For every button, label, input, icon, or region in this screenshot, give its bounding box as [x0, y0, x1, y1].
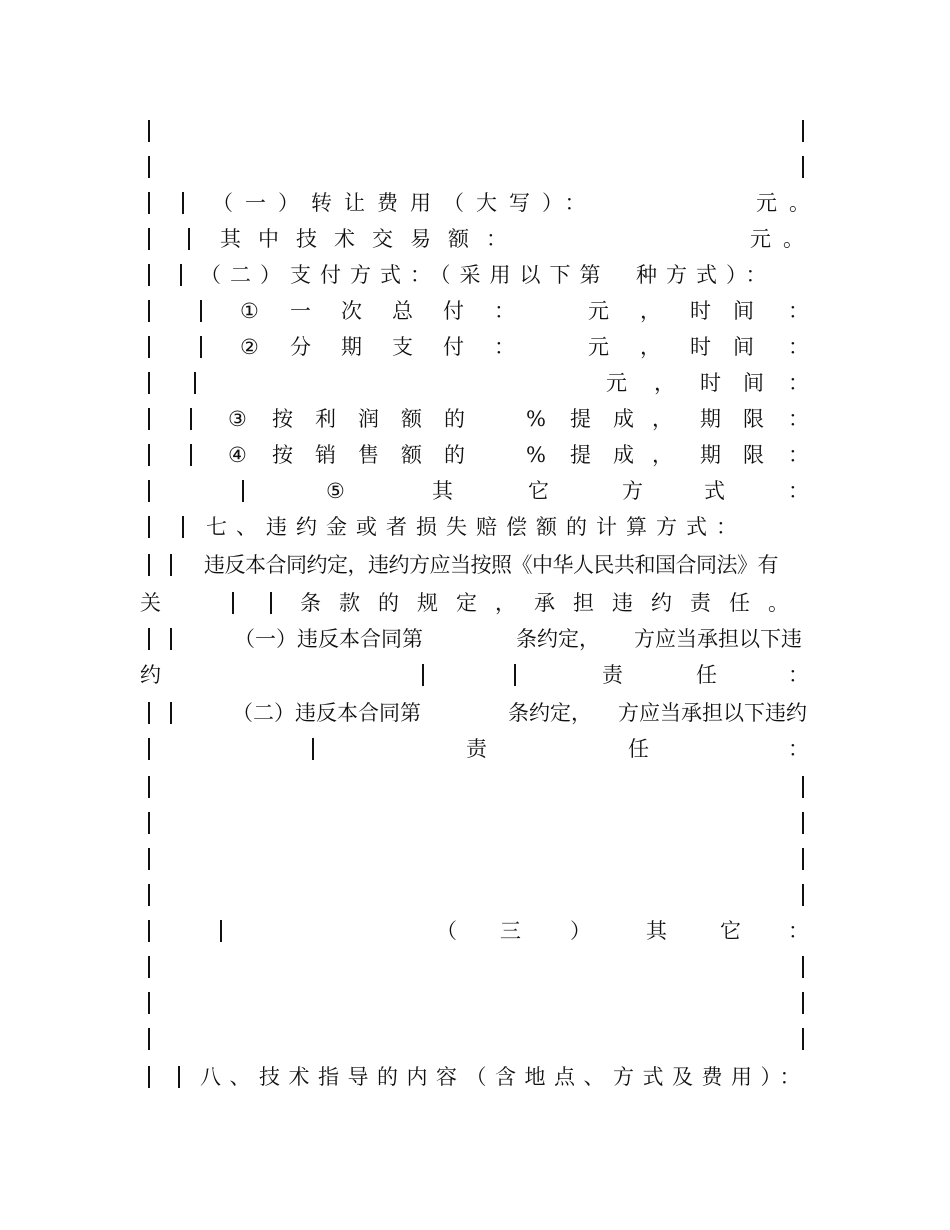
table-border-left [148, 702, 150, 724]
breach-clause-rest: 条款的规定，承担违约责任。 [300, 591, 807, 615]
table-border-right [802, 812, 804, 834]
table-border-left [148, 776, 150, 798]
table-border-left [148, 264, 150, 286]
installment2-colon: ： [788, 371, 809, 395]
table-border-left [148, 156, 150, 178]
profit-share-percent: % [526, 407, 546, 431]
table-border-left [148, 120, 150, 142]
table-border-left [148, 738, 150, 760]
circle-number-1: ① [240, 299, 259, 323]
breach-item-two-line-2 [140, 734, 812, 764]
table-border-left [232, 592, 234, 614]
breach-item-one-mid: 条约定， [516, 627, 600, 651]
liability-char: 任 [696, 663, 717, 687]
profit-share-period-label: 期限 [700, 407, 786, 431]
table-border-inner [514, 664, 516, 686]
item-three-char: 它 [720, 919, 741, 943]
table-border-left [148, 812, 150, 834]
table-border-inner [182, 192, 184, 214]
circle-number-5: ⑤ [326, 479, 345, 503]
other-method-char: 式 [704, 479, 725, 503]
sales-share-colon: ： [788, 443, 809, 467]
table-border-left [148, 992, 150, 1014]
other-method-char: 其 [432, 479, 453, 503]
breach-clause-head: 关 [140, 591, 161, 615]
breach-item-one [140, 624, 812, 654]
lump-sum-comma: ， [640, 299, 661, 323]
installment-comma: ， [640, 335, 661, 359]
table-border-left [148, 884, 150, 906]
table-border-inner [242, 480, 244, 502]
table-border-left [422, 664, 424, 686]
other-method-char: 它 [528, 479, 549, 503]
lump-sum-label: 一次总付： [290, 299, 545, 323]
circle-number-4: ④ [228, 443, 247, 467]
table-border-left [148, 628, 150, 650]
payment-option-sales-share [140, 440, 812, 470]
table-border-left [148, 300, 150, 322]
form-line-empty [140, 1024, 812, 1054]
breach-item-two [140, 698, 812, 728]
table-border-left [148, 444, 150, 466]
table-border-left [148, 192, 150, 214]
installment2-time-label: 时间 [700, 371, 786, 395]
section-eight-title: 八、技术指导的内容（含地点、方式及费用）： [200, 1065, 809, 1089]
table-border-inner [190, 408, 192, 430]
circle-number-3: ③ [228, 407, 247, 431]
table-border-inner [194, 372, 196, 394]
section-seven-heading [140, 512, 812, 542]
installment-unit: 元 [588, 335, 609, 359]
form-line-empty [140, 152, 812, 182]
table-border-inner [200, 300, 202, 322]
liability-colon: ： [788, 737, 809, 761]
breach-item-one-tail: 方应当承担以下违 [634, 627, 802, 651]
table-border-left [148, 920, 150, 942]
item-three-char: 其 [646, 919, 667, 943]
table-border-left [148, 848, 150, 870]
transfer-fee-unit: 元。 [756, 191, 822, 215]
table-border-inner [170, 628, 172, 650]
table-border-left [148, 516, 150, 538]
liability-char: 责 [602, 663, 623, 687]
liability-char: 责 [466, 737, 487, 761]
table-border-inner [200, 336, 202, 358]
table-border-left [148, 1028, 150, 1050]
sales-share-tail: 提成 [570, 443, 656, 467]
lump-sum-time-label: 时间 [690, 299, 776, 323]
profit-share-tail: 提成 [570, 407, 656, 431]
breach-item-one-label: （一）违反本合同第 [234, 627, 423, 651]
table-border-left [148, 480, 150, 502]
payment-option-profit-share [140, 404, 812, 434]
payment-method-label: （二）支付方式：（采用以下第 [200, 263, 610, 287]
installment2-unit: 元 [606, 371, 627, 395]
form-line-empty [140, 880, 812, 910]
tech-trade-amount-unit: 元。 [750, 227, 816, 251]
transfer-fee-line [140, 188, 822, 218]
item-three-char: 三 [500, 919, 521, 943]
profit-share-colon: ： [788, 407, 809, 431]
table-border-inner [220, 920, 222, 942]
form-line-empty [140, 844, 812, 874]
table-border-left [148, 554, 150, 576]
table-border-inner [270, 592, 272, 614]
payment-method-line [140, 260, 812, 290]
table-border-right [802, 848, 804, 870]
table-border-inner [180, 264, 182, 286]
table-border-inner [312, 738, 314, 760]
tech-trade-amount-line [140, 224, 816, 254]
installment-second-line [140, 368, 812, 398]
table-border-inner [188, 228, 190, 250]
profit-share-comma: ， [652, 407, 673, 431]
other-method-colon: ： [788, 479, 809, 503]
breach-item-one-line-2 [140, 660, 812, 690]
item-three-colon: ： [788, 919, 809, 943]
breach-item-two-tail: 方应当承担以下违约 [618, 701, 807, 725]
table-border-right [802, 776, 804, 798]
item-three-char: （ [436, 919, 457, 943]
breach-clause-line [140, 550, 812, 580]
form-line-empty [140, 116, 812, 146]
table-border-left [148, 228, 150, 250]
lump-sum-colon: ： [788, 299, 809, 323]
table-border-inner [182, 516, 184, 538]
breach-item-three [140, 916, 812, 946]
section-eight-heading [140, 1062, 812, 1092]
sales-share-percent: % [526, 443, 546, 467]
installment-label: 分期支付： [290, 335, 545, 359]
liability-colon: ： [788, 663, 809, 687]
breach-clause-text: 违反本合同约定，违约方应当按照《中华人民共和国合同法》有 [204, 553, 778, 577]
table-border-left [148, 372, 150, 394]
installment-time-label: 时间 [690, 335, 776, 359]
liability-char: 任 [628, 737, 649, 761]
installment-colon: ： [788, 335, 809, 359]
payment-option-lump-sum [140, 296, 812, 326]
sales-share-label: 按销售额的 [272, 443, 487, 467]
table-border-inner [178, 1066, 180, 1088]
payment-option-other [140, 476, 812, 506]
table-border-left [148, 408, 150, 430]
lump-sum-unit: 元 [588, 299, 609, 323]
table-border-right [802, 156, 804, 178]
breach-item-two-label: （二）违反本合同第 [232, 701, 421, 725]
table-border-left [148, 1066, 150, 1088]
sales-share-comma: ， [652, 443, 673, 467]
sales-share-period-label: 期限 [700, 443, 786, 467]
table-border-inner [190, 444, 192, 466]
table-border-left [148, 336, 150, 358]
section-seven-title: 七、违约金或者损失赔偿额的计算方式： [206, 515, 746, 539]
table-border-right [802, 992, 804, 1014]
transfer-fee-label: （一）转让费用（大写）： [212, 191, 598, 215]
form-line-empty [140, 808, 812, 838]
circle-number-2: ② [240, 335, 259, 359]
table-border-left [148, 956, 150, 978]
table-border-inner [170, 554, 172, 576]
breach-item-one-head: 约 [140, 663, 161, 687]
table-border-right [802, 120, 804, 142]
breach-clause-line-2 [140, 588, 812, 618]
table-border-right [802, 956, 804, 978]
table-border-right [802, 884, 804, 906]
payment-option-installment [140, 332, 812, 362]
installment2-comma: ， [654, 371, 675, 395]
item-three-char: ） [570, 919, 591, 943]
form-line-empty [140, 952, 812, 982]
form-line-empty [140, 772, 812, 802]
payment-method-tail: 种方式）： [636, 263, 776, 287]
profit-share-label: 按利润额的 [272, 407, 487, 431]
breach-item-two-mid: 条约定， [508, 701, 592, 725]
form-line-empty [140, 988, 812, 1018]
table-border-right [802, 1028, 804, 1050]
tech-trade-amount-label: 其中技术交易额： [220, 227, 524, 251]
other-method-char: 方 [622, 479, 643, 503]
table-border-inner [170, 702, 172, 724]
